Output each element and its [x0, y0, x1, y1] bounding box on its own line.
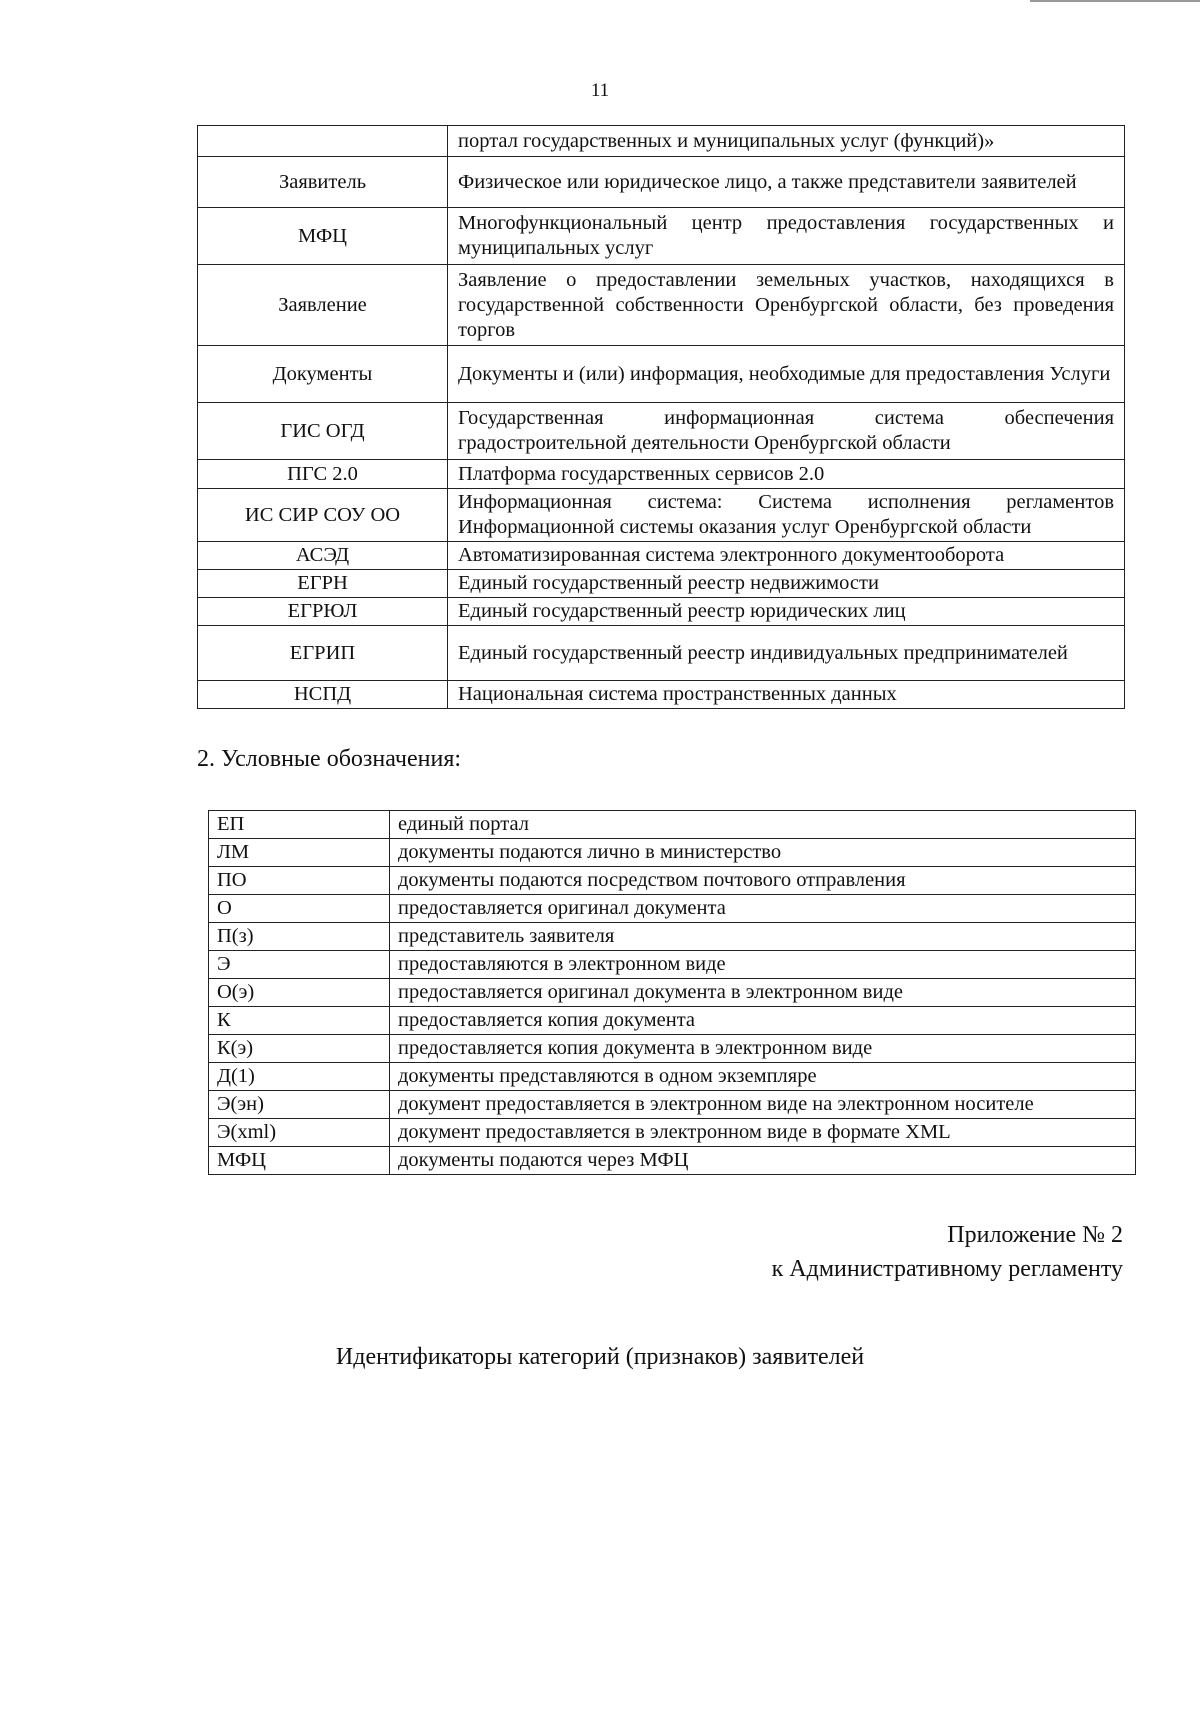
- table-row: [198, 681, 1125, 709]
- legend-meaning: документ предоставляется в электронном виде в формате XML: [390, 1119, 1136, 1147]
- legend-code: Э(xml): [209, 1119, 390, 1147]
- legend-table: [208, 810, 1136, 1175]
- abbreviation-term: ИС СИР СОУ ОО: [198, 489, 448, 542]
- legend-meaning: документы подаются лично в министерство: [390, 839, 1136, 867]
- legend-code: Э(эн): [209, 1091, 390, 1119]
- table-row: [198, 542, 1125, 570]
- abbreviation-term: [198, 126, 448, 157]
- abbreviation-term: НСПД: [198, 681, 448, 709]
- legend-meaning: предоставляется оригинал документа в электронном виде: [390, 979, 1136, 1007]
- table-row: [198, 265, 1125, 346]
- table-row: [209, 1147, 1136, 1175]
- legend-code: ЛМ: [209, 839, 390, 867]
- legend-meaning: единый портал: [390, 811, 1136, 839]
- section-heading: 2. Условные обозначения:: [197, 746, 462, 772]
- legend-meaning: документы подаются через МФЦ: [390, 1147, 1136, 1175]
- document-title: Идентификаторы категорий (признаков) заявителей: [335, 1344, 865, 1370]
- abbreviation-term: Документы: [198, 346, 448, 403]
- table-row: [209, 1091, 1136, 1119]
- table-row: [198, 626, 1125, 681]
- abbreviation-definition: Заявление о предоставлении земельных участков, находящихся в государственной собственности Оренбургской области, без проведения торгов: [448, 265, 1125, 346]
- legend-meaning: предоставляется оригинал документа: [390, 895, 1136, 923]
- legend-code: О(э): [209, 979, 390, 1007]
- scan-edge-mark: [1030, 0, 1200, 6]
- table-row: [198, 598, 1125, 626]
- legend-code: К: [209, 1007, 390, 1035]
- legend-code: К(э): [209, 1035, 390, 1063]
- abbreviation-term: ЕГРИП: [198, 626, 448, 681]
- appendix-number: Приложение № 2: [947, 1222, 1123, 1248]
- table-row: [209, 811, 1136, 839]
- table-row: [198, 570, 1125, 598]
- abbreviation-term: ЕГРЮЛ: [198, 598, 448, 626]
- appendix-regulation: к Административному регламенту: [771, 1256, 1123, 1282]
- table-row: [209, 1119, 1136, 1147]
- abbreviation-definition: Платформа государственных сервисов 2.0: [448, 460, 1125, 489]
- abbreviation-term: Заявление: [198, 265, 448, 346]
- table-row: [198, 157, 1125, 208]
- page-number: 11: [590, 80, 610, 101]
- abbreviation-term: ПГС 2.0: [198, 460, 448, 489]
- abbreviation-term: МФЦ: [198, 208, 448, 265]
- legend-code: Д(1): [209, 1063, 390, 1091]
- abbreviation-definition: Национальная система пространственных данных: [448, 681, 1125, 709]
- abbreviation-term: ГИС ОГД: [198, 403, 448, 460]
- abbreviation-term: АСЭД: [198, 542, 448, 570]
- table-row: [209, 839, 1136, 867]
- abbreviation-definition: Автоматизированная система электронного документооборота: [448, 542, 1125, 570]
- abbreviations-table: [197, 125, 1125, 709]
- appendix-reference: [772, 1218, 1123, 1286]
- table-row: [198, 403, 1125, 460]
- table-row: [209, 867, 1136, 895]
- table-row: [198, 489, 1125, 542]
- abbreviation-definition: Государственная информационная система обеспечения градостроительной деятельности Оренбургской области: [448, 403, 1125, 460]
- abbreviation-definition: Многофункциональный центр предоставления государственных и муниципальных услуг: [448, 208, 1125, 265]
- table-row: [209, 979, 1136, 1007]
- legend-meaning: представитель заявителя: [390, 923, 1136, 951]
- legend-meaning: документ предоставляется в электронном виде на электронном носителе: [390, 1091, 1136, 1119]
- legend-code: ЕП: [209, 811, 390, 839]
- legend-meaning: предоставляется копия документа: [390, 1007, 1136, 1035]
- legend-code: Э: [209, 951, 390, 979]
- table-row: [209, 951, 1136, 979]
- legend-meaning: предоставляются в электронном виде: [390, 951, 1136, 979]
- table-row: [209, 923, 1136, 951]
- legend-meaning: документы представляются в одном экземпляре: [390, 1063, 1136, 1091]
- table-row: [209, 1035, 1136, 1063]
- abbreviation-term: Заявитель: [198, 157, 448, 208]
- table-row: [198, 460, 1125, 489]
- table-row: [198, 208, 1125, 265]
- table-row: [209, 1007, 1136, 1035]
- table-row: [198, 346, 1125, 403]
- legend-code: МФЦ: [209, 1147, 390, 1175]
- abbreviation-definition: Физическое или юридическое лицо, а также представители заявителей: [448, 157, 1125, 208]
- abbreviation-definition: Единый государственный реестр юридических лиц: [448, 598, 1125, 626]
- legend-code: ПО: [209, 867, 390, 895]
- legend-code: О: [209, 895, 390, 923]
- abbreviation-term: ЕГРН: [198, 570, 448, 598]
- table-row: [209, 1063, 1136, 1091]
- legend-meaning: документы подаются посредством почтового отправления: [390, 867, 1136, 895]
- table-row: [198, 126, 1125, 157]
- abbreviation-definition: портал государственных и муниципальных услуг (функций)»: [448, 126, 1125, 157]
- abbreviation-definition: Единый государственный реестр недвижимости: [448, 570, 1125, 598]
- abbreviation-definition: Документы и (или) информация, необходимые для предоставления Услуги: [448, 346, 1125, 403]
- abbreviation-definition: Информационная система: Система исполнения регламентов Информационной системы оказания услуг Оренбургской области: [448, 489, 1125, 542]
- table-row: [209, 895, 1136, 923]
- legend-meaning: предоставляется копия документа в электронном виде: [390, 1035, 1136, 1063]
- legend-code: П(з): [209, 923, 390, 951]
- abbreviation-definition: Единый государственный реестр индивидуальных предпринимателей: [448, 626, 1125, 681]
